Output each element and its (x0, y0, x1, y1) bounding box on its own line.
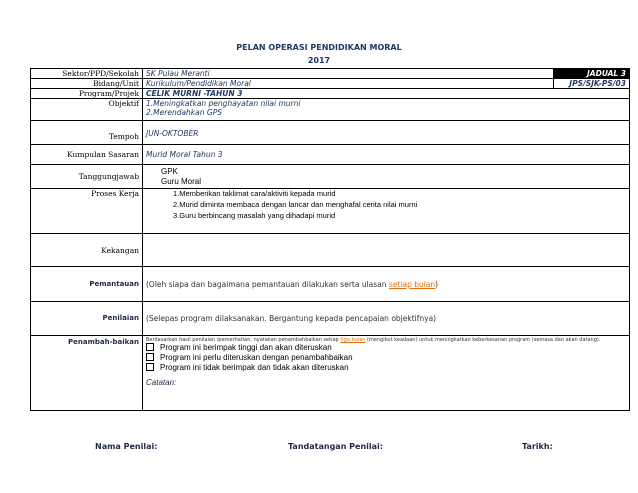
row-proses (31, 189, 630, 234)
row-sasaran (31, 145, 630, 165)
row-penambahbaikan (31, 336, 630, 411)
pemantauan-note: (Oleh siapa dan bagaimana pemantauan dilakukan serta ulasan (146, 279, 389, 289)
option-label: Program ini perlu diteruskan dengan penambahbaikan (160, 353, 353, 362)
row-bidang (31, 79, 630, 89)
tanggungjawab-item: Guru Moral (161, 177, 202, 186)
checkbox-icon[interactable] (146, 363, 154, 371)
tanggungjawab-item: GPK (161, 167, 178, 176)
row-penilaian (31, 302, 630, 336)
value-sasaran[interactable]: Murid Moral Tahun 3 (143, 145, 630, 165)
label-penilaian: Penilaian (31, 302, 143, 336)
pemantauan-highlight: setiap bulan (388, 279, 436, 289)
value-penambahbaikan[interactable] (143, 336, 630, 411)
catatan-label: Catatan: (146, 378, 177, 387)
label-objektif: Objektif (31, 99, 143, 121)
label-tempoh: Tempoh (31, 121, 143, 145)
label-sasaran: Kumpulan Sasaran (31, 145, 143, 165)
option-label: Program ini berimpak tinggi dan akan diteruskan (160, 343, 332, 352)
form-year: 2017 (307, 56, 331, 65)
row-tanggungjawab (31, 165, 630, 189)
objektif-item: 2.Merendahkan GPS (146, 108, 222, 117)
objektif-item: 1.Meningkatkan penghayatan nilai murni (146, 99, 301, 108)
value-penilaian[interactable]: (Selepas program dilaksanakan. Bergantung kepada pencapaian objektifnya) (143, 302, 630, 336)
label-kekangan: Kekangan (31, 234, 143, 267)
row-pemantauan (31, 267, 630, 302)
penambahbaikan-highlight: tiga bulan (340, 337, 366, 343)
label-penambahbaikan: Penambah-baikan (31, 336, 143, 411)
label-proses: Proses Kerja (31, 189, 143, 234)
pemantauan-note-end: ) (435, 279, 439, 289)
value-tempoh[interactable]: JUN-OKTOBER (143, 121, 630, 145)
form-code: JPS/SJK-PS/03 (554, 79, 630, 89)
nama-penilai-label: Nama Penilai: (95, 442, 158, 451)
label-tanggungjawab: Tanggungjawab (31, 165, 143, 189)
penambahbaikan-note-end: (mengikut keadaan) untuk meningkatkan keberkesanan program (semasa dan akan datang). (365, 337, 601, 343)
row-tempoh (31, 121, 630, 145)
option-row[interactable] (146, 353, 626, 363)
value-sektor[interactable]: SK Pulau Meranti (143, 69, 554, 79)
proses-item: 3.Guru berbincang masalah yang dihadapi murid (173, 211, 336, 220)
jadual-badge: JADUAL 3 (554, 69, 630, 79)
row-objektif (31, 99, 630, 121)
option-label: Program ini tidak berimpak dan tidak akan diteruskan (160, 363, 349, 372)
value-objektif[interactable] (143, 99, 630, 121)
checkbox-icon[interactable] (146, 353, 154, 361)
value-bidang[interactable]: Kurikulum/Pendidikan Moral (143, 79, 554, 89)
label-pemantauan: Pemantauan (31, 267, 143, 302)
checkbox-icon[interactable] (146, 343, 154, 351)
form-title: PELAN OPERASI PENDIDIKAN MORAL (236, 43, 402, 52)
row-program (31, 89, 630, 99)
value-proses[interactable] (143, 189, 630, 234)
tandatangan-penilai-label: Tandatangan Penilai: (288, 442, 383, 451)
row-sektor (31, 69, 630, 79)
value-kekangan[interactable] (143, 234, 630, 267)
option-row[interactable] (146, 343, 626, 353)
penambahbaikan-note (146, 336, 626, 343)
value-tanggungjawab[interactable] (143, 165, 630, 189)
proses-item: 2.Murid diminta membaca dengan lancar dan menghafal cerita nilai murni (173, 200, 418, 209)
value-program[interactable]: CELIK MURNI -TAHUN 3 (143, 89, 630, 99)
option-row[interactable] (146, 363, 626, 373)
label-sektor: Sektor/PPD/Sekolah (31, 69, 143, 79)
tarikh-label: Tarikh: (522, 442, 553, 451)
label-program: Program/Projek (31, 89, 143, 99)
row-kekangan (31, 234, 630, 267)
operation-plan-table (30, 68, 630, 411)
proses-item: 1.Memberikan taklimat cara/aktiviti kepada murid (173, 189, 336, 198)
label-bidang: Bidang/Unit (31, 79, 143, 89)
penambahbaikan-note-text: Berdasarkan hasil penilaian /pemerhatian, nyatakan penambahbaikan setiap (146, 337, 341, 343)
value-pemantauan[interactable] (143, 267, 630, 302)
